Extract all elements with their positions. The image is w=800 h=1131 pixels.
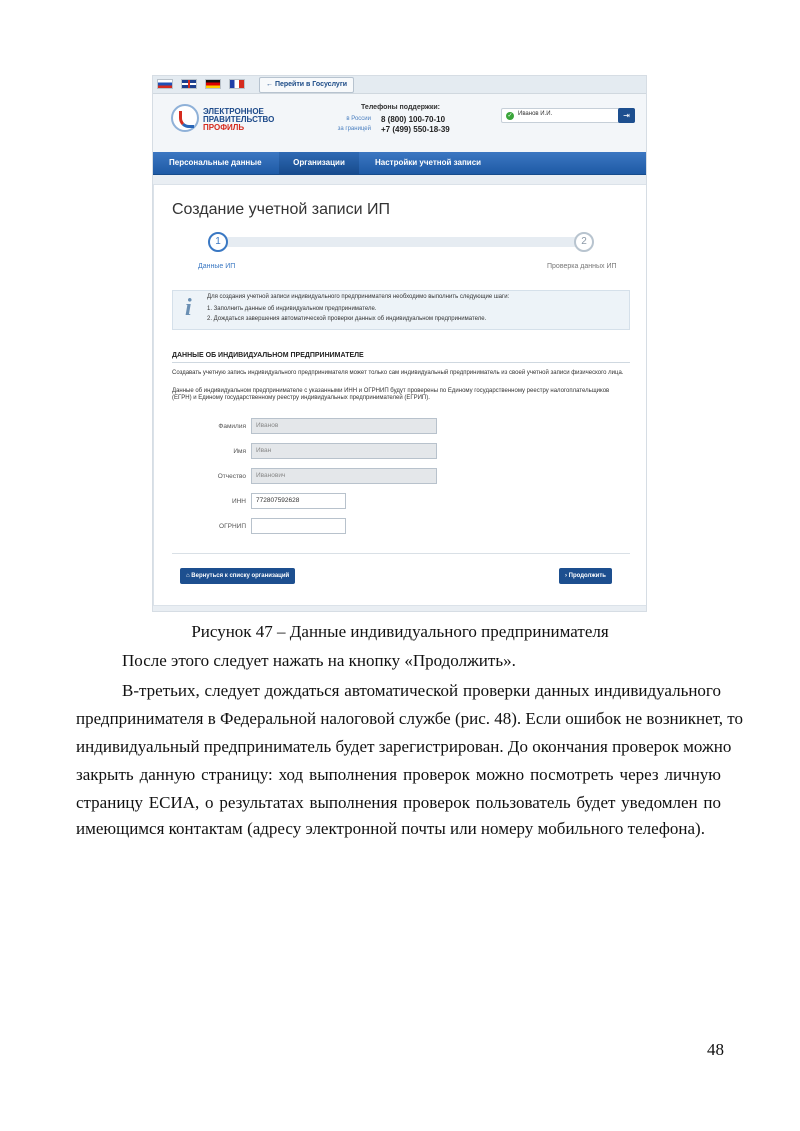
user-name: Иванов И.И. [518,111,553,117]
page-number: 48 [707,1040,724,1059]
stepper-track [218,237,584,247]
flag-en-icon[interactable] [181,79,197,89]
logo-emblem-icon[interactable] [171,104,199,132]
info-icon: i [185,295,192,321]
support-title: Телефоны поддержки: [361,104,441,111]
ogrnip-label: ОГРНИП [219,523,246,530]
info-box [172,290,630,330]
step-2-label: Проверка данных ИП [547,263,617,270]
flag-fr-icon[interactable] [229,79,245,89]
form-divider [172,553,630,554]
main-nav [153,152,646,175]
support-abroad-number: +7 (499) 550-18-39 [381,125,450,134]
middle-name-field[interactable]: Иванович [251,468,437,484]
language-bar [153,76,646,94]
tab-organizations-label: Организации [293,158,345,167]
back-to-organizations-button[interactable] [180,568,295,584]
paragraph-2-line-5: страницу ЕСИА, о результатах выполнения проверок пользователь будет уведомлен по [76,793,721,812]
embedded-screenshot [152,75,647,612]
middle-name-label: Отчество [217,473,246,480]
description-2: Данные об индивидуальном предпринимателе с указанными ИНН и ОГРНИП будут проверены по Единому государственному реестру налогоплательщиков (ЕГРН) и Единому государственному реестру индивидуальных предпринимателей (ЕГРИП). [172,388,610,401]
last-name-field[interactable]: Иванов [251,418,437,434]
first-name-field[interactable]: Иван [251,443,437,459]
check-icon: ✓ [507,113,513,119]
info-step-2: 2. Дождаться завершения автоматической проверки данных об индивидуальном предпринимателе. [207,316,487,322]
figure-caption: Рисунок 47 – Данные индивидуального предпринимателя [191,622,609,641]
paragraph-2-line-2: предпринимателя в Федеральной налоговой службе (рис. 48). Если ошибок не возникнет, то [76,709,744,728]
content-panel [153,184,647,606]
flag-ru-icon[interactable] [157,79,173,89]
step-1-label: Данные ИП [198,263,236,270]
paragraph-2-line-1: В-третьих, следует дождаться автоматической проверки данных индивидуального [122,681,721,700]
inn-label: ИНН [231,498,246,505]
tab-account-settings[interactable]: Настройки учетной записи [375,158,482,167]
continue-button-label: Продолжить [568,573,606,579]
logo-line2: ПРАВИТЕЛЬСТВО [203,115,275,124]
support-abroad-label: за границей [337,126,371,132]
tab-personal-data[interactable]: Персональные данные [169,158,262,167]
first-name-label: Имя [233,448,246,455]
home-icon: ⌂ [186,573,192,579]
info-intro: Для создания учетной записи индивидуального предпринимателя необходимо выполнить следующие шаги: [207,294,510,300]
info-step-1: 1. Заполнить данные об индивидуальном предпринимателе. [207,306,377,312]
paragraph-1: После этого следует нажать на кнопку «Продолжить». [122,651,516,670]
flag-de-icon[interactable] [205,79,221,89]
description-1: Создавать учетную запись индивидуального предпринимателя может только сам индивидуальный предприниматель из своей учетной записи физического лица. [172,370,624,376]
section-divider [172,362,630,363]
ogrnip-input[interactable] [251,518,346,534]
step-2-indicator: 2 [574,232,594,252]
tab-organizations[interactable] [279,152,359,174]
chevron-right-icon: › [565,573,569,579]
back-button-label: Вернуться к списку организаций [191,573,290,579]
logo-line1: ЭЛЕКТРОННОЕ [203,107,264,116]
paragraph-2-line-4: закрыть данную страницу: ход выполнения проверок можно посмотреть через личную [76,765,721,784]
logo-text[interactable] [203,108,274,132]
user-menu[interactable] [501,108,635,123]
paragraph-2-line-6: имеющимся контактам (адресу электронной почты или номеру мобильного телефона). [76,819,705,838]
site-header [153,94,646,152]
step-1-indicator: 1 [208,232,228,252]
logo-line3: ПРОФИЛЬ [203,123,245,132]
last-name-label: Фамилия [218,423,246,430]
paragraph-2-line-3: индивидуальный предприниматель будет зарегистрирован. До окончания проверок можно [76,737,732,756]
support-ru-number: 8 (800) 100-70-10 [381,115,446,124]
page-title: Создание учетной записи ИП [172,201,390,218]
continue-button[interactable] [559,568,612,584]
logout-icon[interactable]: ⇥ [618,108,635,123]
section-title: ДАННЫЕ ОБ ИНДИВИДУАЛЬНОМ ПРЕДПРИНИМАТЕЛЕ [172,352,364,359]
inn-input[interactable]: 772807592628 [251,493,346,509]
support-ru-label: в России [346,116,371,122]
goto-gosuslugi-button[interactable]: ← Перейти в Госуслуги [259,77,354,93]
